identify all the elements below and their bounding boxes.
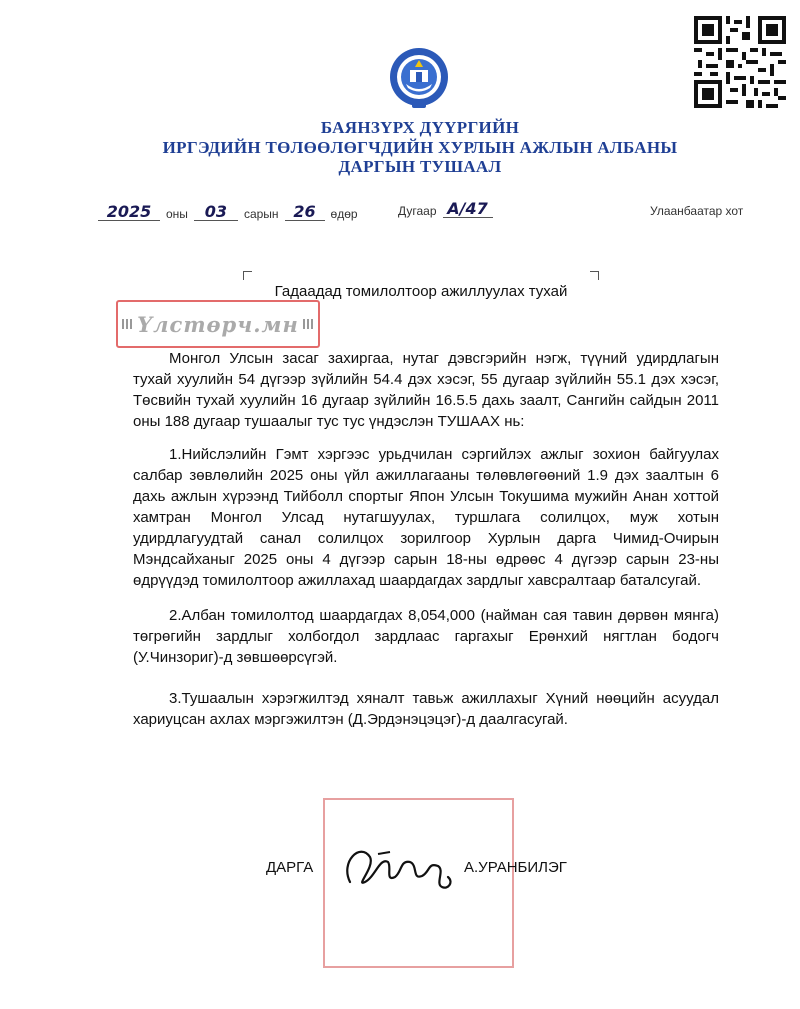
order-number: А/47 (443, 201, 493, 218)
watermark-wing-left (122, 319, 133, 329)
subject-bracket-right (590, 271, 599, 280)
state-emblem-icon (388, 44, 450, 110)
city: Улаанбаатар хот (650, 204, 744, 218)
date-year-suffix: оны (166, 207, 188, 221)
order-item-2: 2.Албан томилолтод шаардагдах 8,054,000 (найман сая тавин дөрвөн мянга) төгрөгийн зардлыг холбогдол зардлаас гаргахыг Ерөнхий нягтлан бодогч (У.Чинзориг)-д зөвшөөрсүгэй. (133, 607, 719, 666)
preamble-paragraph: Монгол Улсын засаг захиргаа, нутаг дэвсгэрийн нэгж, түүний удирдлагын тухай хуулийн 54 дүгээр зүйлийн 54.4 дэх хэсэг, 55 дугаар зүйлийн 55.1 дэх хэсэг, Төсвийн тухай хуулийн 16 дугаар зүйлийн 16.5.5 дахь заалт, Сангийн сайдын 2011 оны 188 дугаар тушаалыг тус тус үндэслэн ТУШААХ нь: (133, 350, 719, 430)
date-year: 2025 (98, 204, 160, 221)
date-line (98, 201, 358, 221)
subject-bracket-left (243, 271, 252, 280)
date-month: 03 (194, 204, 238, 221)
date-day-suffix: өдөр (330, 207, 358, 221)
qr-code-icon (694, 16, 786, 108)
order-number-line (398, 201, 493, 218)
subject-title: Гадаадад томилолтоор ажиллуулах тухай (274, 283, 568, 300)
date-day: 26 (285, 204, 325, 221)
order-item-3: 3.Тушаалын хэрэгжилтэд хяналт тавьж ажиллахыг Хүний нөөцийн асуудал хариуцсан ахлах мэргэжилтэн (Д.Эрдэнэцэцэг)-д даалгасугай. (133, 690, 719, 728)
org-title-line2: ИРГЭДИЙН ТӨЛӨӨЛӨГЧДИЙН ХУРЛЫН АЖЛЫН АЛБАНЫ (162, 138, 678, 157)
signer-name: А.УРАНБИЛЭГ (464, 859, 567, 876)
order-number-label: Дугаар (398, 204, 437, 218)
handwritten-signature (330, 832, 470, 902)
watermark-badge (116, 300, 320, 348)
watermark-wing-right (303, 319, 314, 329)
document-type-title: ДАРГЫН ТУШААЛ (338, 157, 502, 176)
watermark-text: Үлстөрч.мн (137, 311, 299, 337)
org-title-line1: БАЯНЗҮРХ ДҮҮРГИЙН (320, 118, 520, 137)
order-item-1: 1.Нийслэлийн Гэмт хэргээс урьдчилан сэргийлэх ажлыг зохион байгуулах салбар зөвлөлийн 2025 оны үйл ажиллагааны төлөвлөгөөний 1.9 дэх заалтын 6 дахь ажлын хүрээнд Тийболл спортыг Япон Улсын Токушима мужийн Анан хоттой хамтран Монгол Улсад нутагшуулах, туршлага солилцох, муж хотын удирдлагуудтай санал солилцох зорилгоор Хурлын дарга Чимид-Очирын Мэндсайханыг 2025 оны 4 дүгээр сарын 18-ны өдрөөс 4 дүгээр сарын 23-ны өдрүүдэд томилолтоор ажиллахад шаардагдах зардлыг хавсралтаар баталсугай. (133, 446, 719, 589)
signer-role: ДАРГА (266, 859, 314, 876)
date-month-suffix: сарын (243, 207, 279, 221)
